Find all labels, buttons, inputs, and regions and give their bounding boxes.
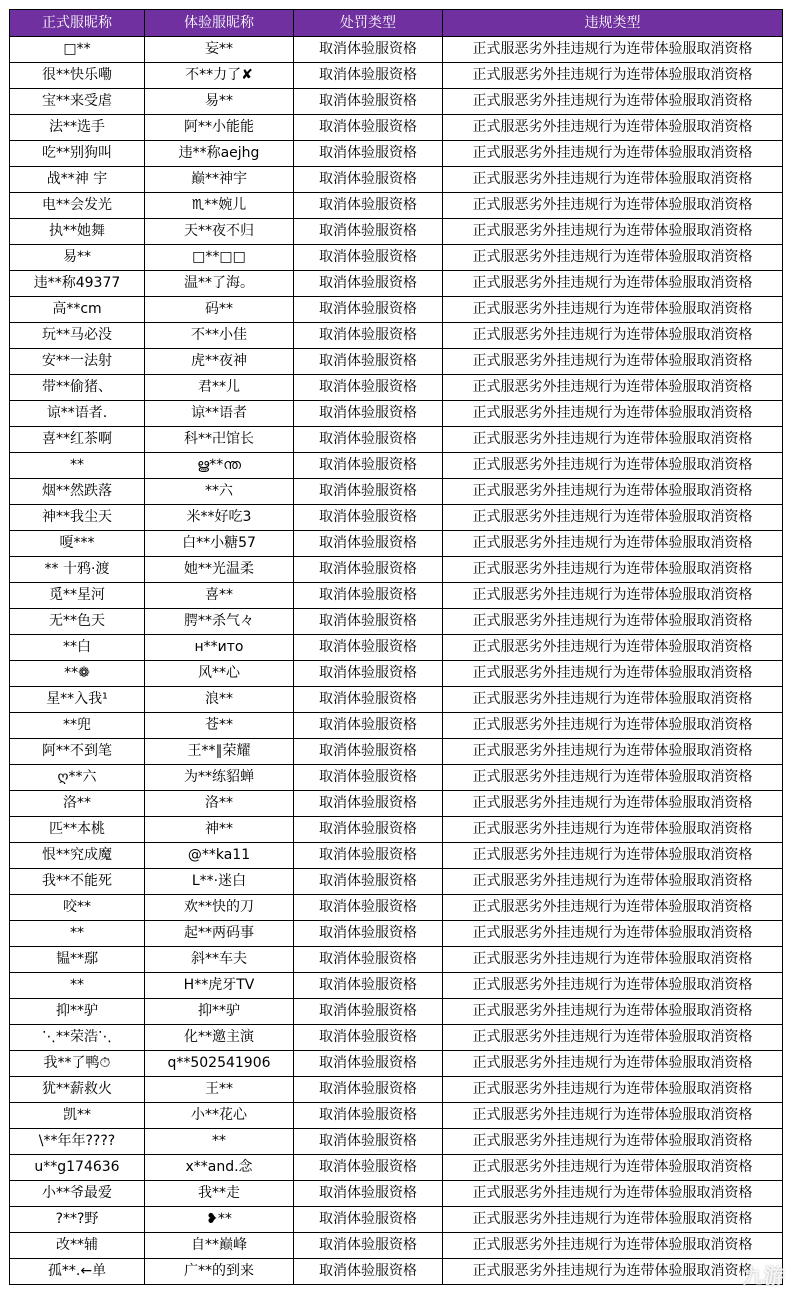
penalty-type-cell: 取消体验服资格 [294,557,443,583]
formal-nickname-cell: 执**她舞 [10,219,145,245]
trial-nickname-cell: 欢**快的刀 [145,895,294,921]
penalty-type-cell: 取消体验服资格 [294,869,443,895]
formal-nickname-cell: 抑**驴 [10,999,145,1025]
violation-type-cell: 正式服恶劣外挂违规行为连带体验服取消资格 [443,661,783,687]
penalty-type-cell: 取消体验服资格 [294,141,443,167]
formal-nickname-cell: **兜 [10,713,145,739]
trial-nickname-cell: x**and.念 [145,1155,294,1181]
formal-nickname-cell: 带**偷猪、 [10,375,145,401]
violation-type-cell: 正式服恶劣外挂违规行为连带体验服取消资格 [443,427,783,453]
formal-nickname-cell: u**g174636 [10,1155,145,1181]
formal-nickname-cell: 韫**鄢 [10,947,145,973]
violation-type-cell: 正式服恶劣外挂违规行为连带体验服取消资格 [443,63,783,89]
table-row [10,895,783,921]
trial-nickname-cell: 违**称aejhg [145,141,294,167]
violation-type-cell: 正式服恶劣外挂违规行为连带体验服取消资格 [443,973,783,999]
trial-nickname-cell: 她**光温柔 [145,557,294,583]
table-row [10,1207,783,1233]
violation-type-cell: 正式服恶劣外挂违规行为连带体验服取消资格 [443,791,783,817]
table-row [10,141,783,167]
violation-type-cell: 正式服恶劣外挂违规行为连带体验服取消资格 [443,1233,783,1259]
formal-nickname-cell: 孤**.←单 [10,1259,145,1285]
violation-type-cell: 正式服恶劣外挂违规行为连带体验服取消资格 [443,947,783,973]
penalty-type-cell: 取消体验服资格 [294,1155,443,1181]
penalty-type-cell: 取消体验服资格 [294,401,443,427]
table-row [10,193,783,219]
penalty-type-cell: 取消体验服资格 [294,375,443,401]
violation-type-cell: 正式服恶劣外挂违规行为连带体验服取消资格 [443,505,783,531]
table-row [10,765,783,791]
table-row [10,115,783,141]
penalty-type-cell: 取消体验服资格 [294,479,443,505]
header-violation-type: 违规类型 [443,10,783,37]
table-row [10,869,783,895]
table-row [10,1103,783,1129]
penalty-type-cell: 取消体验服资格 [294,687,443,713]
formal-nickname-cell: ღ**六 [10,765,145,791]
violation-type-cell: 正式服恶劣外挂违规行为连带体验服取消资格 [443,1129,783,1155]
table-row [10,505,783,531]
formal-nickname-cell: ?**?野 [10,1207,145,1233]
table-row [10,63,783,89]
trial-nickname-cell: ❥** [145,1207,294,1233]
formal-nickname-cell: 我**不能死 [10,869,145,895]
formal-nickname-cell: 谅**语者. [10,401,145,427]
formal-nickname-cell: ** [10,973,145,999]
formal-nickname-cell: ⋱**荣浩⋱ [10,1025,145,1051]
table-row [10,531,783,557]
penalty-type-cell: 取消体验服资格 [294,713,443,739]
violation-type-cell: 正式服恶劣外挂违规行为连带体验服取消资格 [443,193,783,219]
formal-nickname-cell: 小**爷最爱 [10,1181,145,1207]
table-row [10,635,783,661]
table-row [10,973,783,999]
trial-nickname-cell: 巅**神宇 [145,167,294,193]
table-row [10,1129,783,1155]
penalty-type-cell: 取消体验服资格 [294,843,443,869]
table-header-row [10,10,783,37]
formal-nickname-cell: ** [10,921,145,947]
table-row [10,479,783,505]
violation-type-cell: 正式服恶劣外挂违规行为连带体验服取消资格 [443,739,783,765]
violation-type-cell: 正式服恶劣外挂违规行为连带体验服取消资格 [443,1051,783,1077]
trial-nickname-cell: 科**卍馆长 [145,427,294,453]
violation-type-cell: 正式服恶劣外挂违规行为连带体验服取消资格 [443,271,783,297]
ban-list-container [9,9,782,1285]
penalty-type-cell: 取消体验服资格 [294,791,443,817]
table-row [10,921,783,947]
trial-nickname-cell: 苍** [145,713,294,739]
formal-nickname-cell: 易** [10,245,145,271]
penalty-type-cell: 取消体验服资格 [294,1259,443,1285]
violation-type-cell: 正式服恶劣外挂违规行为连带体验服取消资格 [443,1259,783,1285]
penalty-type-cell: 取消体验服资格 [294,115,443,141]
table-row [10,713,783,739]
header-penalty-type: 处罚类型 [294,10,443,37]
trial-nickname-cell: q**502541906 [145,1051,294,1077]
table-row [10,1077,783,1103]
table-row [10,947,783,973]
penalty-type-cell: 取消体验服资格 [294,167,443,193]
formal-nickname-cell: 阿**不到笔 [10,739,145,765]
trial-nickname-cell: 白**小糖57 [145,531,294,557]
penalty-type-cell: 取消体验服资格 [294,219,443,245]
penalty-type-cell: 取消体验服资格 [294,245,443,271]
violation-type-cell: 正式服恶劣外挂违规行为连带体验服取消资格 [443,817,783,843]
table-row [10,1259,783,1285]
formal-nickname-cell: 烟**然跌落 [10,479,145,505]
penalty-type-cell: 取消体验服资格 [294,635,443,661]
table-row [10,401,783,427]
penalty-type-cell: 取消体验服资格 [294,531,443,557]
table-row [10,245,783,271]
table-row [10,323,783,349]
formal-nickname-cell: 宝**来受虐 [10,89,145,115]
trial-nickname-cell: 米**好吃3 [145,505,294,531]
violation-type-cell: 正式服恶劣外挂违规行为连带体验服取消资格 [443,895,783,921]
formal-nickname-cell: 嗄*** [10,531,145,557]
penalty-type-cell: 取消体验服资格 [294,1103,443,1129]
formal-nickname-cell: 觅**星河 [10,583,145,609]
formal-nickname-cell: 我**了鸭⏱ [10,1051,145,1077]
formal-nickname-cell: \**年年???? [10,1129,145,1155]
trial-nickname-cell: 斜**车夫 [145,947,294,973]
table-row [10,89,783,115]
table-row [10,349,783,375]
formal-nickname-cell: 犹**薪救火 [10,1077,145,1103]
violation-type-cell: 正式服恶劣外挂违规行为连带体验服取消资格 [443,141,783,167]
table-row [10,739,783,765]
formal-nickname-cell: 安**一法射 [10,349,145,375]
trial-nickname-cell: ** [145,1129,294,1155]
penalty-type-cell: 取消体验服资格 [294,765,443,791]
violation-type-cell: 正式服恶劣外挂违规行为连带体验服取消资格 [443,219,783,245]
penalty-type-cell: 取消体验服资格 [294,973,443,999]
penalty-type-cell: 取消体验服资格 [294,739,443,765]
formal-nickname-cell: **❁ [10,661,145,687]
formal-nickname-cell: 喜**红茶啊 [10,427,145,453]
table-row [10,817,783,843]
formal-nickname-cell: 很**快乐嘞 [10,63,145,89]
penalty-type-cell: 取消体验服资格 [294,947,443,973]
trial-nickname-cell: 虎**夜神 [145,349,294,375]
violation-type-cell: 正式服恶劣外挂违规行为连带体验服取消资格 [443,869,783,895]
penalty-type-cell: 取消体验服资格 [294,661,443,687]
violation-type-cell: 正式服恶劣外挂违规行为连带体验服取消资格 [443,115,783,141]
violation-type-cell: 正式服恶劣外挂违规行为连带体验服取消资格 [443,609,783,635]
penalty-type-cell: 取消体验服资格 [294,427,443,453]
penalty-type-cell: 取消体验服资格 [294,1207,443,1233]
table-row [10,609,783,635]
penalty-type-cell: 取消体验服资格 [294,1129,443,1155]
violation-type-cell: 正式服恶劣外挂违规行为连带体验服取消资格 [443,453,783,479]
violation-type-cell: 正式服恶劣外挂违规行为连带体验服取消资格 [443,297,783,323]
trial-nickname-cell: 妄** [145,37,294,63]
trial-nickname-cell: @**ka11 [145,843,294,869]
violation-type-cell: 正式服恶劣外挂违规行为连带体验服取消资格 [443,1181,783,1207]
table-row [10,1155,783,1181]
table-row [10,167,783,193]
trial-nickname-cell: 小**花心 [145,1103,294,1129]
table-row [10,999,783,1025]
violation-type-cell: 正式服恶劣外挂违规行为连带体验服取消资格 [443,999,783,1025]
table-body [10,37,783,1285]
violation-type-cell: 正式服恶劣外挂违规行为连带体验服取消资格 [443,89,783,115]
table-row [10,453,783,479]
trial-nickname-cell: 化**邀主演 [145,1025,294,1051]
table-row [10,1181,783,1207]
penalty-type-cell: 取消体验服资格 [294,583,443,609]
trial-nickname-cell: 腭**杀气々 [145,609,294,635]
table-row [10,843,783,869]
table-row [10,687,783,713]
penalty-type-cell: 取消体验服资格 [294,1181,443,1207]
violation-type-cell: 正式服恶劣外挂违规行为连带体验服取消资格 [443,921,783,947]
table-row [10,557,783,583]
trial-nickname-cell: 神** [145,817,294,843]
table-row [10,427,783,453]
violation-type-cell: 正式服恶劣外挂违规行为连带体验服取消资格 [443,349,783,375]
penalty-type-cell: 取消体验服资格 [294,193,443,219]
penalty-type-cell: 取消体验服资格 [294,1051,443,1077]
formal-nickname-cell: 违**称49377 [10,271,145,297]
trial-nickname-cell: 不**力了✘ [145,63,294,89]
formal-nickname-cell: 无**色天 [10,609,145,635]
table-row [10,1051,783,1077]
table-row [10,661,783,687]
trial-nickname-cell: 风**心 [145,661,294,687]
table-row [10,37,783,63]
violation-type-cell: 正式服恶劣外挂违规行为连带体验服取消资格 [443,583,783,609]
table-row [10,1233,783,1259]
header-formal-nickname: 正式服昵称 [10,10,145,37]
violation-type-cell: 正式服恶劣外挂违规行为连带体验服取消资格 [443,401,783,427]
site-watermark: 九游 [743,1264,785,1288]
violation-type-cell: 正式服恶劣外挂违规行为连带体验服取消资格 [443,323,783,349]
trial-nickname-cell: ൠ**ന്ത [145,453,294,479]
trial-nickname-cell: □**□□ [145,245,294,271]
trial-nickname-cell: H**虎牙TV [145,973,294,999]
trial-nickname-cell: 天**夜不归 [145,219,294,245]
table-row [10,297,783,323]
penalty-type-cell: 取消体验服资格 [294,89,443,115]
trial-nickname-cell: н**ито [145,635,294,661]
trial-nickname-cell: 洛** [145,791,294,817]
formal-nickname-cell: **白 [10,635,145,661]
violation-type-cell: 正式服恶劣外挂违规行为连带体验服取消资格 [443,635,783,661]
trial-nickname-cell: L**·迷白 [145,869,294,895]
formal-nickname-cell: 玩**马必没 [10,323,145,349]
violation-type-cell: 正式服恶劣外挂违规行为连带体验服取消资格 [443,713,783,739]
penalty-type-cell: 取消体验服资格 [294,63,443,89]
violation-type-cell: 正式服恶劣外挂违规行为连带体验服取消资格 [443,687,783,713]
formal-nickname-cell: 高**cm [10,297,145,323]
formal-nickname-cell: 战**神 宇 [10,167,145,193]
trial-nickname-cell: 浪** [145,687,294,713]
trial-nickname-cell: **六 [145,479,294,505]
ban-list-table [9,9,783,1285]
formal-nickname-cell: 咬** [10,895,145,921]
trial-nickname-cell: 温**了海。 [145,271,294,297]
penalty-type-cell: 取消体验服资格 [294,271,443,297]
table-row [10,271,783,297]
violation-type-cell: 正式服恶劣外挂违规行为连带体验服取消资格 [443,1025,783,1051]
trial-nickname-cell: 自**巅峰 [145,1233,294,1259]
header-trial-nickname: 体验服昵称 [145,10,294,37]
formal-nickname-cell: 恨**究成魔 [10,843,145,869]
formal-nickname-cell: 凯** [10,1103,145,1129]
trial-nickname-cell: 我**走 [145,1181,294,1207]
formal-nickname-cell: ** [10,453,145,479]
trial-nickname-cell: 广**的到来 [145,1259,294,1285]
table-row [10,375,783,401]
formal-nickname-cell: 洛** [10,791,145,817]
violation-type-cell: 正式服恶劣外挂违规行为连带体验服取消资格 [443,765,783,791]
penalty-type-cell: 取消体验服资格 [294,1077,443,1103]
violation-type-cell: 正式服恶劣外挂违规行为连带体验服取消资格 [443,37,783,63]
penalty-type-cell: 取消体验服资格 [294,1233,443,1259]
penalty-type-cell: 取消体验服资格 [294,349,443,375]
violation-type-cell: 正式服恶劣外挂违规行为连带体验服取消资格 [443,1207,783,1233]
penalty-type-cell: 取消体验服资格 [294,817,443,843]
formal-nickname-cell: 星**入我¹ [10,687,145,713]
trial-nickname-cell: 阿**小能能 [145,115,294,141]
violation-type-cell: 正式服恶劣外挂违规行为连带体验服取消资格 [443,1155,783,1181]
trial-nickname-cell: ♏**婉儿 [145,193,294,219]
penalty-type-cell: 取消体验服资格 [294,453,443,479]
penalty-type-cell: 取消体验服资格 [294,1025,443,1051]
penalty-type-cell: 取消体验服资格 [294,999,443,1025]
table-row [10,1025,783,1051]
penalty-type-cell: 取消体验服资格 [294,921,443,947]
violation-type-cell: 正式服恶劣外挂违规行为连带体验服取消资格 [443,557,783,583]
formal-nickname-cell: 改**辅 [10,1233,145,1259]
trial-nickname-cell: 君**儿 [145,375,294,401]
formal-nickname-cell: 神**我尘天 [10,505,145,531]
penalty-type-cell: 取消体验服资格 [294,323,443,349]
violation-type-cell: 正式服恶劣外挂违规行为连带体验服取消资格 [443,531,783,557]
formal-nickname-cell: ** 十鸦·渡 [10,557,145,583]
formal-nickname-cell: 吃**别狗叫 [10,141,145,167]
violation-type-cell: 正式服恶劣外挂违规行为连带体验服取消资格 [443,1103,783,1129]
formal-nickname-cell: 匹**本桃 [10,817,145,843]
violation-type-cell: 正式服恶劣外挂违规行为连带体验服取消资格 [443,1077,783,1103]
violation-type-cell: 正式服恶劣外挂违规行为连带体验服取消资格 [443,375,783,401]
penalty-type-cell: 取消体验服资格 [294,609,443,635]
violation-type-cell: 正式服恶劣外挂违规行为连带体验服取消资格 [443,479,783,505]
violation-type-cell: 正式服恶劣外挂违规行为连带体验服取消资格 [443,245,783,271]
violation-type-cell: 正式服恶劣外挂违规行为连带体验服取消资格 [443,167,783,193]
penalty-type-cell: 取消体验服资格 [294,297,443,323]
trial-nickname-cell: 起**两码事 [145,921,294,947]
table-row [10,219,783,245]
table-row [10,791,783,817]
trial-nickname-cell: 不**小佳 [145,323,294,349]
formal-nickname-cell: 法**选手 [10,115,145,141]
penalty-type-cell: 取消体验服资格 [294,505,443,531]
trial-nickname-cell: 码** [145,297,294,323]
trial-nickname-cell: 王**∥荣耀 [145,739,294,765]
trial-nickname-cell: 喜** [145,583,294,609]
trial-nickname-cell: 谅**语者 [145,401,294,427]
trial-nickname-cell: 为**练貂蝉 [145,765,294,791]
trial-nickname-cell: 抑**驴 [145,999,294,1025]
table-row [10,583,783,609]
formal-nickname-cell: 电**会发光 [10,193,145,219]
trial-nickname-cell: 易** [145,89,294,115]
formal-nickname-cell: □** [10,37,145,63]
violation-type-cell: 正式服恶劣外挂违规行为连带体验服取消资格 [443,843,783,869]
trial-nickname-cell: 王** [145,1077,294,1103]
penalty-type-cell: 取消体验服资格 [294,895,443,921]
penalty-type-cell: 取消体验服资格 [294,37,443,63]
